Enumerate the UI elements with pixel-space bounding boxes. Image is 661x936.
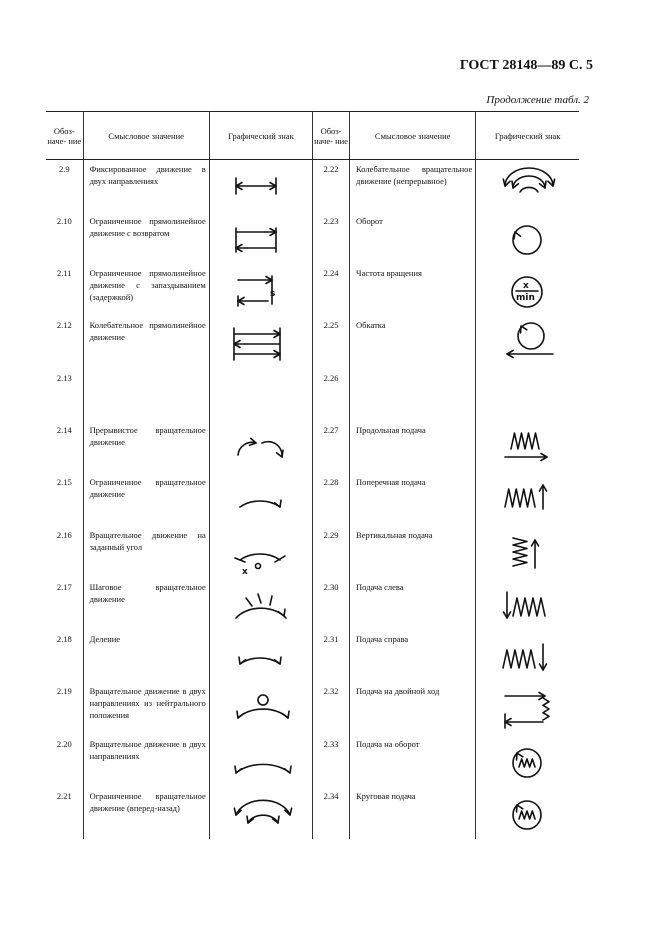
rolling-icon bbox=[495, 318, 561, 366]
meaning-cell: Ограниченное прямолинейное движение с возвратом bbox=[83, 212, 209, 264]
meaning-cell: Подача на оборот bbox=[350, 735, 476, 787]
rotation-given-angle-icon bbox=[228, 528, 294, 576]
designation-cell: 2.16 bbox=[46, 526, 83, 578]
table-row bbox=[46, 787, 579, 839]
meaning-cell: Колебательное вращательное движение (непрерывное) bbox=[350, 160, 476, 212]
meaning-cell: Ограниченное прямолинейное движение с запаздыванием (задержкой) bbox=[83, 264, 209, 316]
col-header-sign: Графический знак bbox=[209, 112, 312, 160]
meaning-cell bbox=[350, 369, 476, 421]
meaning-cell: Вертикальная подача bbox=[350, 526, 476, 578]
svg-text:x: x bbox=[241, 566, 248, 576]
meaning-cell: Вращательное движение на заданный угол bbox=[83, 526, 209, 578]
graphic-sign-cell bbox=[476, 264, 579, 316]
meaning-cell: Обкатка bbox=[350, 316, 476, 368]
graphic-sign-cell bbox=[476, 735, 579, 787]
feed-left-icon bbox=[495, 580, 561, 628]
graphic-sign-cell bbox=[476, 160, 579, 212]
svg-text:min: min bbox=[515, 293, 535, 304]
col-header-meaning: Смысловое значение bbox=[83, 112, 209, 160]
graphic-sign-cell bbox=[209, 630, 312, 682]
designation-cell: 2.19 bbox=[46, 682, 83, 734]
graphic-sign-cell bbox=[476, 369, 579, 421]
indexing-icon bbox=[228, 632, 294, 680]
col-header-sign-2: Графический знак bbox=[476, 112, 579, 160]
circular-feed-icon bbox=[495, 789, 561, 837]
graphic-sign-cell bbox=[209, 735, 312, 787]
graphic-sign-cell bbox=[209, 316, 312, 368]
designation-cell: 2.17 bbox=[46, 578, 83, 630]
table-row bbox=[46, 316, 579, 368]
graphic-sign-cell bbox=[476, 787, 579, 839]
designation-cell: 2.14 bbox=[46, 421, 83, 473]
feed-per-revolution-icon bbox=[495, 737, 561, 785]
designation-cell: 2.22 bbox=[312, 160, 349, 212]
designation-cell: 2.29 bbox=[312, 526, 349, 578]
designation-cell: 2.24 bbox=[312, 264, 349, 316]
table-row bbox=[46, 735, 579, 787]
designation-cell: 2.31 bbox=[312, 630, 349, 682]
graphic-sign-cell bbox=[209, 421, 312, 473]
fixed-two-way-icon bbox=[228, 162, 294, 210]
graphic-sign-cell bbox=[476, 682, 579, 734]
designation-cell: 2.21 bbox=[46, 787, 83, 839]
limited-rotation-icon bbox=[228, 475, 294, 523]
designation-cell: 2.15 bbox=[46, 473, 83, 525]
table-row bbox=[46, 473, 579, 525]
feed-right-icon bbox=[495, 632, 561, 680]
col-header-num-2: Обоз- наче- ние bbox=[312, 112, 349, 160]
table-row bbox=[46, 160, 579, 212]
table-row bbox=[46, 630, 579, 682]
oscillating-linear-icon bbox=[228, 318, 294, 366]
meaning-cell: Оборот bbox=[350, 212, 476, 264]
meaning-cell: Продольная подача bbox=[350, 421, 476, 473]
continuous-oscillating-rotation-icon bbox=[495, 162, 561, 210]
designation-cell: 2.9 bbox=[46, 160, 83, 212]
table-row bbox=[46, 369, 579, 421]
graphic-sign-cell bbox=[476, 316, 579, 368]
graphic-sign-cell bbox=[209, 578, 312, 630]
meaning-cell: Ограниченное вращательное движение bbox=[83, 473, 209, 525]
meaning-cell: Вращательное движение в двух направлениях bbox=[83, 735, 209, 787]
col-header-meaning-2: Смысловое значение bbox=[350, 112, 476, 160]
meaning-cell: Ограниченное вращательное движение (вперед-назад) bbox=[83, 787, 209, 839]
meaning-cell: Поперечная подача bbox=[350, 473, 476, 525]
graphic-sign-cell bbox=[209, 264, 312, 316]
limited-rotation-back-forth-icon bbox=[228, 789, 294, 837]
rotation-frequency-icon bbox=[495, 266, 561, 314]
meaning-cell: Подача на двойной ход bbox=[350, 682, 476, 734]
table-row bbox=[46, 526, 579, 578]
graphic-sign-cell bbox=[209, 473, 312, 525]
graphic-sign-cell bbox=[209, 787, 312, 839]
meaning-cell bbox=[83, 369, 209, 421]
revolution-icon bbox=[495, 214, 561, 262]
table-row bbox=[46, 421, 579, 473]
designation-cell: 2.27 bbox=[312, 421, 349, 473]
designation-cell: 2.25 bbox=[312, 316, 349, 368]
graphic-sign-cell bbox=[209, 682, 312, 734]
limited-linear-return-icon bbox=[228, 214, 294, 262]
col-header-num: Обоз- наче- ние bbox=[46, 112, 83, 160]
table-row bbox=[46, 682, 579, 734]
designation-cell: 2.20 bbox=[46, 735, 83, 787]
meaning-cell: Подача слева bbox=[350, 578, 476, 630]
double-stroke-feed-icon bbox=[495, 684, 561, 732]
graphic-sign-cell bbox=[476, 212, 579, 264]
designation-cell: 2.33 bbox=[312, 735, 349, 787]
limited-linear-delay-icon bbox=[228, 266, 294, 314]
table-header-row bbox=[46, 112, 579, 160]
table-row bbox=[46, 578, 579, 630]
meaning-cell: Фиксированное движение в двух направлениях bbox=[83, 160, 209, 212]
designation-cell: 2.28 bbox=[312, 473, 349, 525]
rotation-two-way-neutral-icon bbox=[228, 684, 294, 732]
designation-cell: 2.32 bbox=[312, 682, 349, 734]
table-row bbox=[46, 264, 579, 316]
designation-cell: 2.10 bbox=[46, 212, 83, 264]
meaning-cell: Шаговое вращательное движение bbox=[83, 578, 209, 630]
vertical-feed-icon bbox=[495, 528, 561, 576]
graphic-sign-cell bbox=[476, 473, 579, 525]
meaning-cell: Вращательное движение в двух направлениях из нейтрального положения bbox=[83, 682, 209, 734]
graphic-sign-cell bbox=[209, 160, 312, 212]
graphic-sign-cell bbox=[209, 212, 312, 264]
rotation-two-way-icon bbox=[228, 737, 294, 785]
graphic-sign-cell bbox=[209, 369, 312, 421]
meaning-cell: Колебательное прямолинейное движение bbox=[83, 316, 209, 368]
meaning-cell: Частота вращения bbox=[350, 264, 476, 316]
designation-cell: 2.13 bbox=[46, 369, 83, 421]
meaning-cell: Прерывистое вращательное движение bbox=[83, 421, 209, 473]
svg-text:s: s bbox=[269, 289, 276, 300]
designation-cell: 2.11 bbox=[46, 264, 83, 316]
graphic-sign-cell bbox=[209, 526, 312, 578]
document-header: ГОСТ 28148—89 С. 5 bbox=[459, 58, 593, 73]
cross-feed-icon bbox=[495, 475, 561, 523]
longitudinal-feed-icon bbox=[495, 423, 561, 471]
designation-cell: 2.34 bbox=[312, 787, 349, 839]
designation-cell: 2.23 bbox=[312, 212, 349, 264]
designation-cell: 2.18 bbox=[46, 630, 83, 682]
graphic-sign-cell bbox=[476, 421, 579, 473]
designation-cell: 2.30 bbox=[312, 578, 349, 630]
designation-cell: 2.12 bbox=[46, 316, 83, 368]
table-continuation-note: Продолжение табл. 2 bbox=[486, 94, 589, 106]
table-row bbox=[46, 212, 579, 264]
graphic-sign-cell bbox=[476, 578, 579, 630]
svg-text:x: x bbox=[522, 281, 529, 292]
meaning-cell: Деление bbox=[83, 630, 209, 682]
graphic-sign-cell bbox=[476, 526, 579, 578]
symbols-table bbox=[46, 111, 579, 839]
intermittent-rotation-icon bbox=[228, 423, 294, 471]
designation-cell: 2.26 bbox=[312, 369, 349, 421]
meaning-cell: Круговая подача bbox=[350, 787, 476, 839]
meaning-cell: Подача справа bbox=[350, 630, 476, 682]
step-rotation-icon bbox=[228, 580, 294, 628]
graphic-sign-cell bbox=[476, 630, 579, 682]
